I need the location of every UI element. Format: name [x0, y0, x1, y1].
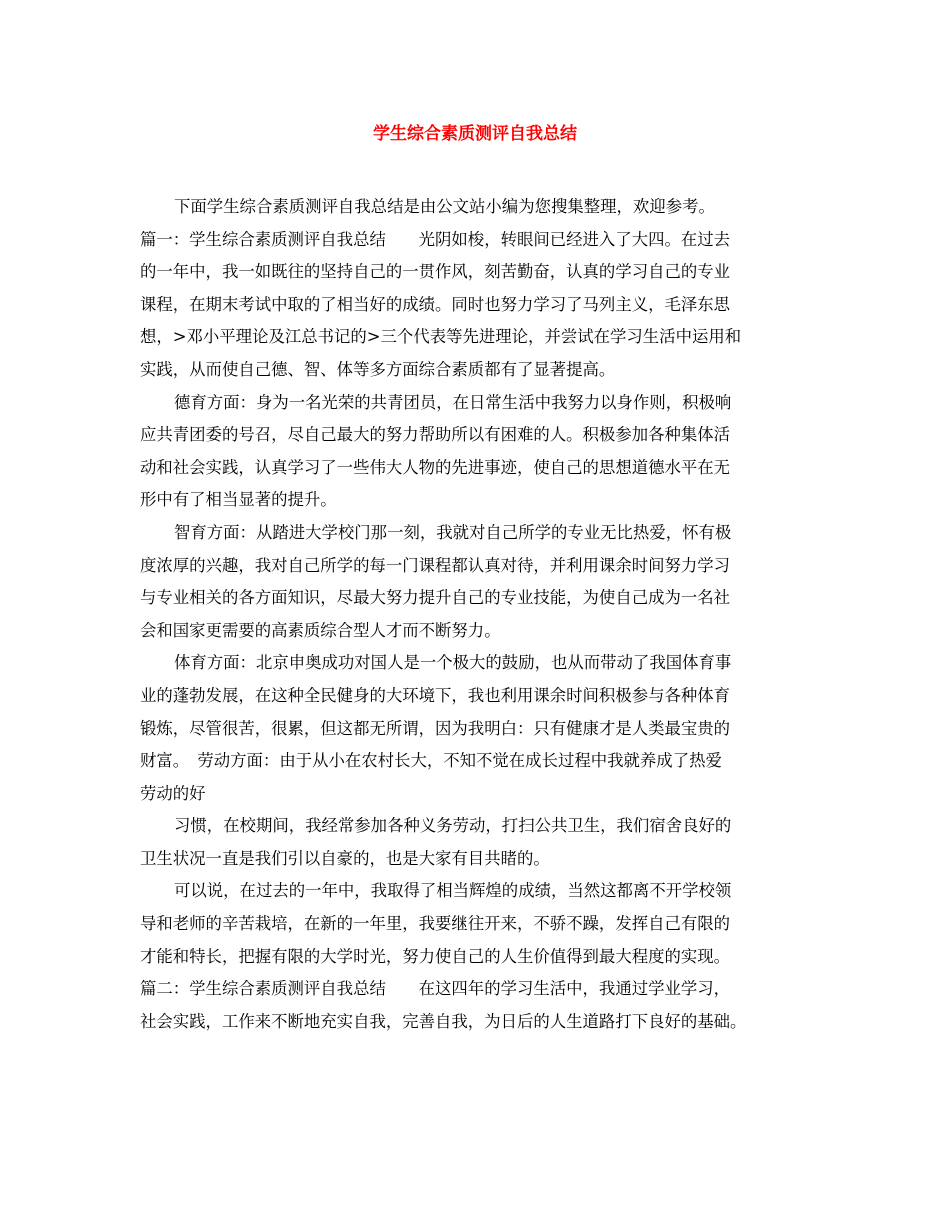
- body-text-line: 形中有了相当显著的提升。: [140, 490, 337, 510]
- body-text-line: 可以说，在过去的一年中，我取得了相当辉煌的成绩，当然这都离不开学校领: [174, 881, 732, 901]
- body-text-line: 实践，从而使自己德、智、体等多方面综合素质都有了显著提高。: [140, 359, 616, 379]
- body-text-line: 德育方面：身为一名光荣的共青团员，在日常生活中我努力以身作则，积极响: [174, 392, 732, 412]
- body-text-line: 动和社会实践，认真学习了一些伟大人物的先进事迹，使自己的思想道德水平在无: [140, 457, 731, 477]
- body-text-line: 习惯，在校期间，我经常参加各种义务劳动，打扫公共卫生，我们宿舍良好的: [174, 816, 732, 836]
- body-text-line: 度浓厚的兴趣，我对自己所学的每一门课程都认真对待，并利用课余时间努力学习: [140, 555, 731, 575]
- body-text-line: 劳动的好: [140, 783, 206, 803]
- body-text-line: 智育方面：从踏进大学校门那一刻，我就对自己所学的专业无比热爱，怀有极: [174, 522, 732, 542]
- body-text-line: 篇二：学生综合素质测评自我总结 在这四年的学习生活中，我通过学业学习，: [140, 979, 731, 999]
- body-text-line: 会和国家更需要的高素质综合型人才而不断努力。: [140, 620, 501, 640]
- body-text-line: 卫生状况一直是我们引以自豪的，也是大家有目共睹的。: [140, 848, 550, 868]
- body-text-line: 篇一：学生综合素质测评自我总结 光阴如梭，转眼间已经进入了大四。在过去: [140, 229, 731, 249]
- body-text-line: 课程，在期末考试中取的了相当好的成绩。同时也努力学习了马列主义，毛泽东思: [140, 294, 731, 314]
- body-text-line: 与专业相关的各方面知识，尽最大努力提升自己的专业技能，为使自己成为一名社: [140, 588, 731, 608]
- body-text-line: 体育方面：北京申奥成功对国人是一个极大的鼓励，也从而带动了我国体育事: [174, 653, 732, 673]
- body-text-line: 导和老师的辛苦栽培，在新的一年里，我要继往开来，不骄不躁，发挥自己有限的: [140, 914, 731, 934]
- body-text-line: 社会实践，工作来不断地充实自我，完善自我，为日后的人生道路打下良好的基础。: [140, 1011, 747, 1031]
- body-text-line: 应共青团委的号召，尽自己最大的努力帮助所以有困难的人。积极参加各种集体活: [140, 425, 731, 445]
- body-text-line: 想，>邓小平理论及江总书记的>三个代表等先进理论，并尝试在学习生活中运用和: [140, 327, 742, 347]
- body-text-line: 锻炼，尽管很苦，很累，但这都无所谓，因为我明白：只有健康才是人类最宝贵的: [140, 718, 731, 738]
- body-text-line: 才能和特长，把握有限的大学时光，努力使自己的人生价值得到最大程度的实现。: [140, 946, 731, 966]
- body-text-line: 财富。 劳动方面：由于从小在农村长大，不知不觉在成长过程中我就养成了热爱: [140, 751, 722, 771]
- body-text-line: 下面学生综合素质测评自我总结是由公文站小编为您搜集整理，欢迎参考。: [174, 197, 715, 216]
- body-text-line: 的一年中，我一如既往的坚持自己的一贯作风，刻苦勤奋，认真的学习自己的专业: [140, 262, 731, 282]
- document-body: [140, 191, 820, 1038]
- body-text-line: 业的蓬勃发展，在这种全民健身的大环境下，我也利用课余时间积极参与各种体育: [140, 685, 731, 705]
- document-title: 学生综合素质测评自我总结: [373, 124, 577, 144]
